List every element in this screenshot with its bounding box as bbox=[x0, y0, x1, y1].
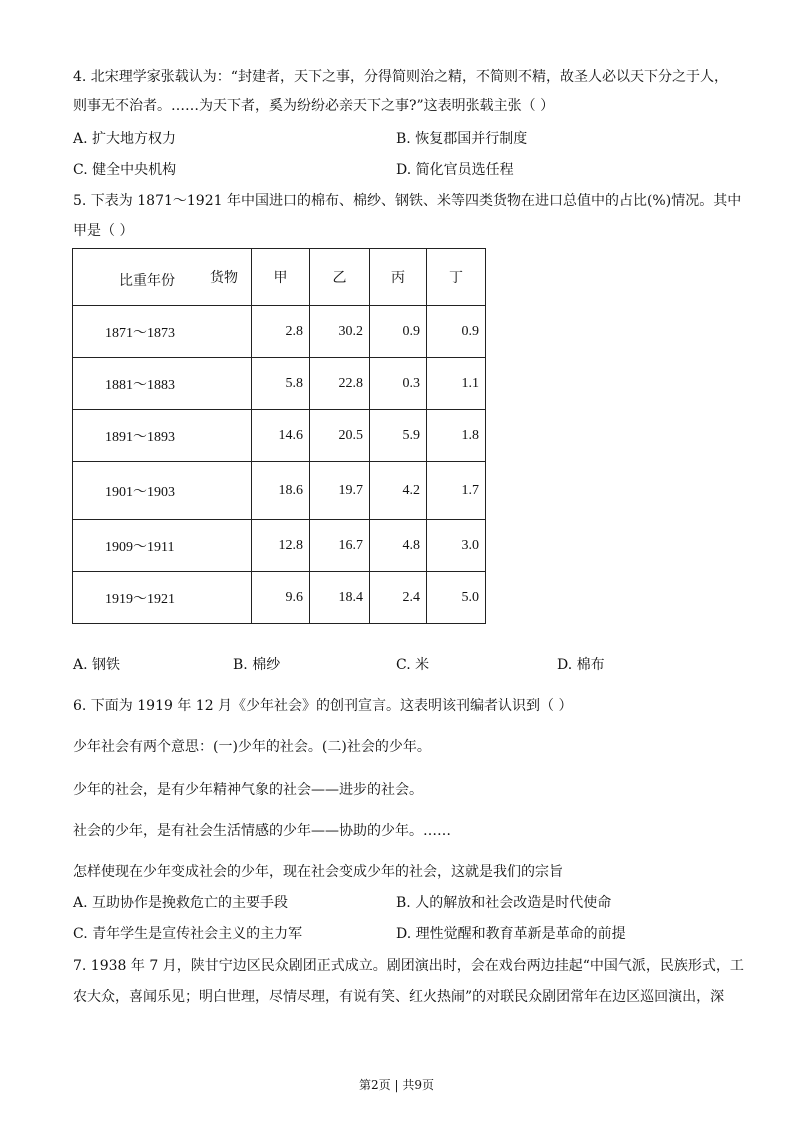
value-cell: 4.2 bbox=[370, 462, 427, 520]
q5-option-c: C. 米 bbox=[396, 657, 430, 673]
value-cell: 1.8 bbox=[427, 410, 486, 462]
period-cell: 1901～1903 bbox=[73, 462, 252, 520]
value-cell: 16.7 bbox=[310, 520, 370, 572]
period-cell: 1919～1921 bbox=[73, 572, 252, 624]
q4-option-a: A. 扩大地方权力 bbox=[73, 131, 177, 147]
value-cell: 9.6 bbox=[252, 572, 310, 624]
value-cell: 30.2 bbox=[310, 306, 370, 358]
header-goods-label: 货物 bbox=[210, 271, 238, 286]
q6-quote-line: 社会的少年，是有社会生活情感的少年——协助的少年。…… bbox=[73, 823, 451, 839]
value-cell: 1.7 bbox=[427, 462, 486, 520]
q4-option-c: C. 健全中央机构 bbox=[73, 162, 177, 178]
q6-option-b: B. 人的解放和社会改造是时代使命 bbox=[396, 895, 612, 911]
q6-stem: 6. 下面为 1919 年 12 月《少年社会》的创刊宣言。这表明该刊编者认识到（ ） bbox=[73, 698, 573, 714]
value-cell: 5.0 bbox=[427, 572, 486, 624]
value-cell: 14.6 bbox=[252, 410, 310, 462]
column-header: 甲 bbox=[252, 249, 310, 306]
q6-option-c: C. 青年学生是宣传社会主义的主力军 bbox=[73, 926, 303, 942]
import-share-table bbox=[72, 248, 486, 624]
value-cell: 22.8 bbox=[310, 358, 370, 410]
q6-quote-line: 少年社会有两个意思：(一)少年的社会。(二)社会的少年。 bbox=[73, 739, 431, 755]
q6-option-d: D. 理性觉醒和教育革新是革命的前提 bbox=[396, 926, 626, 942]
q4-option-b: B. 恢复郡国并行制度 bbox=[396, 131, 528, 147]
period-cell: 1871～1873 bbox=[73, 306, 252, 358]
table-row bbox=[73, 410, 486, 462]
value-cell: 4.8 bbox=[370, 520, 427, 572]
column-header: 乙 bbox=[310, 249, 370, 306]
q7-stem-line2: 农大众，喜闻乐见；明白世理，尽情尽理，有说有笑、红火热闹”的对联民众剧团常年在边区巡回演出，深 bbox=[73, 989, 725, 1005]
q6-quote-line: 少年的社会，是有少年精神气象的社会——进步的社会。 bbox=[73, 782, 423, 798]
value-cell: 2.8 bbox=[252, 306, 310, 358]
table-row bbox=[73, 358, 486, 410]
q6-option-a: A. 互助协作是挽救危亡的主要手段 bbox=[73, 895, 289, 911]
q6-quote-line: 怎样使现在少年变成社会的少年，现在社会变成少年的社会，这就是我们的宗旨 bbox=[73, 864, 563, 880]
column-header: 丙 bbox=[370, 249, 427, 306]
header-year-label: 比重年份 bbox=[119, 274, 175, 289]
q4-option-d: D. 简化官员选任程 bbox=[396, 162, 514, 178]
period-cell: 1881～1883 bbox=[73, 358, 252, 410]
q5-stem-line1: 5. 下表为 1871～1921 年中国进口的棉布、棉纱、钢铁、米等四类货物在进口总值中的占比(%)情况。其中 bbox=[73, 193, 742, 209]
value-cell: 0.9 bbox=[370, 306, 427, 358]
table-row bbox=[73, 462, 486, 520]
period-cell: 1891～1893 bbox=[73, 410, 252, 462]
column-header: 丁 bbox=[427, 249, 486, 306]
value-cell: 19.7 bbox=[310, 462, 370, 520]
value-cell: 12.8 bbox=[252, 520, 310, 572]
table-row bbox=[73, 306, 486, 358]
q4-stem-line2: 则事无不治者。……为天下者，奚为纷纷必亲天下之事?”这表明张载主张（ ） bbox=[73, 98, 555, 114]
period-cell: 1909～1911 bbox=[73, 520, 252, 572]
value-cell: 18.6 bbox=[252, 462, 310, 520]
value-cell: 5.8 bbox=[252, 358, 310, 410]
q4-stem-line1: 4. 北宋理学家张载认为：“封建者，天下之事，分得简则治之精，不简则不精，故圣人必以天下分之于人， bbox=[73, 69, 728, 85]
table-row bbox=[73, 520, 486, 572]
q5-option-a: A. 钢铁 bbox=[73, 657, 121, 673]
value-cell: 5.9 bbox=[370, 410, 427, 462]
table-header-row bbox=[73, 249, 486, 306]
value-cell: 0.9 bbox=[427, 306, 486, 358]
value-cell: 2.4 bbox=[370, 572, 427, 624]
q5-option-b: B. 棉纱 bbox=[233, 657, 281, 673]
table-row bbox=[73, 572, 486, 624]
value-cell: 20.5 bbox=[310, 410, 370, 462]
value-cell: 18.4 bbox=[310, 572, 370, 624]
table-corner-cell bbox=[73, 249, 252, 306]
q7-stem-line1: 7. 1938 年 7 月，陕甘宁边区民众剧团正式成立。剧团演出时，会在戏台两边挂起“中国气派，民族形式，工 bbox=[73, 958, 744, 974]
value-cell: 3.0 bbox=[427, 520, 486, 572]
value-cell: 0.3 bbox=[370, 358, 427, 410]
page-footer: 第2页 | 共9页 bbox=[359, 1078, 434, 1092]
q5-option-d: D. 棉布 bbox=[557, 657, 605, 673]
value-cell: 1.1 bbox=[427, 358, 486, 410]
q5-stem-line2: 甲是（ ） bbox=[73, 223, 134, 239]
